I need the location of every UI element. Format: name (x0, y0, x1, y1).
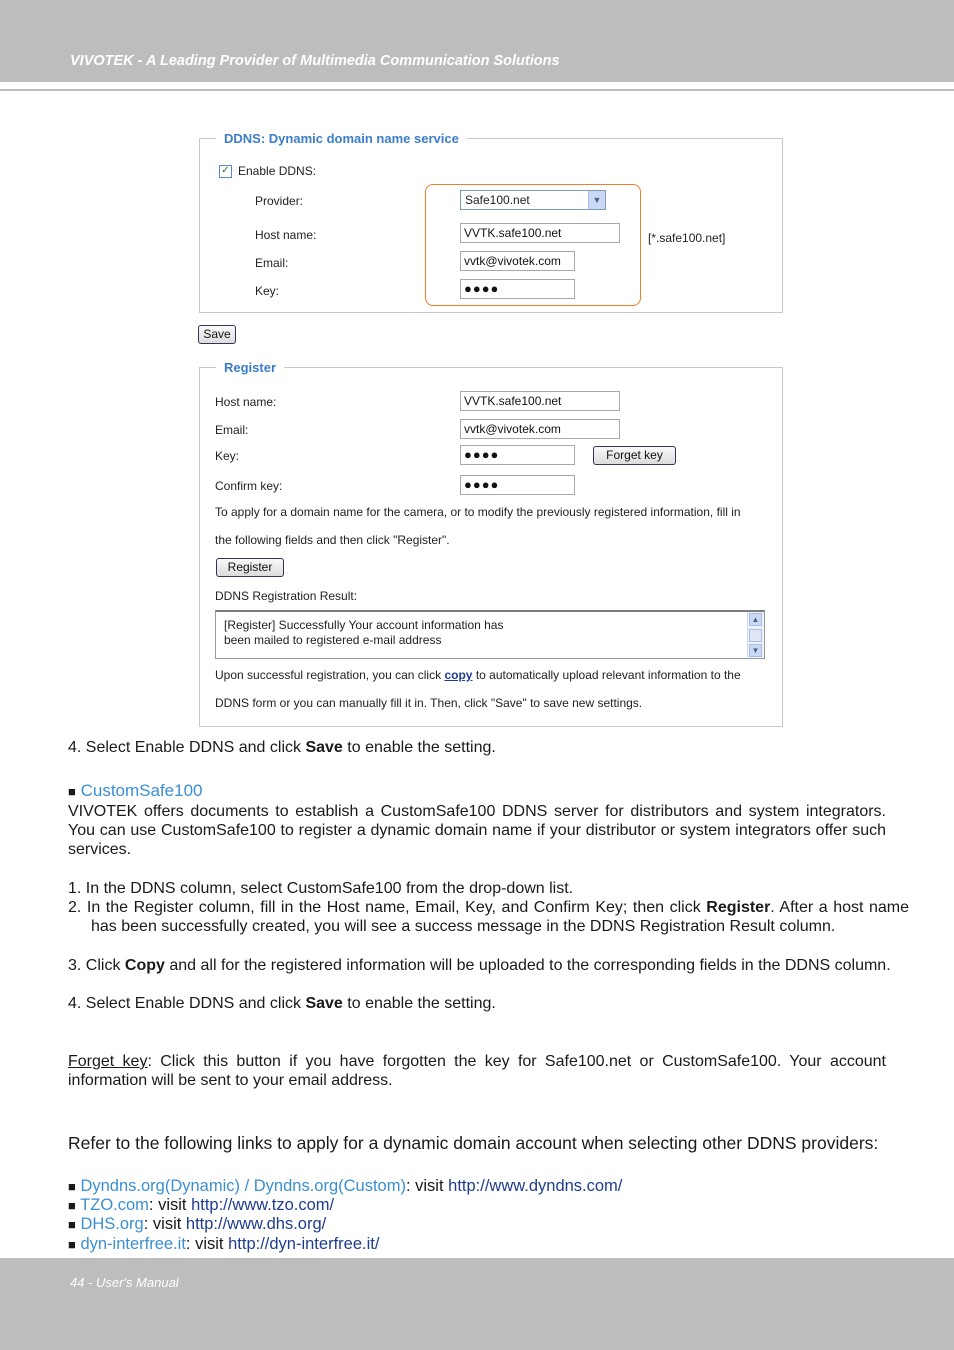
refer-paragraph: Refer to the following links to apply for a dynamic domain account when selecting other DDNS providers: (68, 1133, 879, 1153)
step-text: . After a host name has been successfully created, you will see a success message in the DDNS Registration Result column. (91, 899, 910, 935)
step-text: 2. In the Register column, fill in the Host name, Email, Key, and Confirm Key; then click (68, 899, 707, 916)
bullet-icon: ■ (68, 1237, 76, 1252)
step-text: and all for the registered information will be uploaded to the corresponding fields in the DDNS column. (164, 957, 891, 974)
cs-step1: 1. In the DDNS column, select CustomSafe100 from the drop-down list. (68, 880, 574, 897)
visit-text: : visit (148, 1196, 192, 1214)
key-label: Key: (255, 284, 280, 298)
step-text: 4. Select Enable DDNS and click (68, 995, 306, 1012)
reg-key-field[interactable]: ●●●● (460, 445, 575, 465)
result-line1: [Register] Successfully Your account information has (224, 618, 504, 632)
provider-url[interactable]: http://www.tzo.com/ (191, 1196, 335, 1214)
provider-name: Dyndns.org(Dynamic) / Dyndns.org(Custom) (80, 1177, 406, 1195)
result-line2: been mailed to registered e-mail address (224, 633, 442, 647)
ddns-legend: DDNS: Dynamic domain name service (216, 131, 467, 146)
link-item (68, 1177, 886, 1196)
provider-name: DHS.org (80, 1215, 144, 1233)
upon-suffix: to automatically upload relevant information to the (475, 668, 741, 682)
reg-email-label: Email: (215, 423, 249, 437)
enable-ddns-checkbox[interactable]: ✓ (219, 165, 232, 178)
email-label: Email: (255, 256, 289, 270)
result-text (224, 618, 503, 648)
host-name-field[interactable]: VVTK.safe100.net (460, 223, 620, 243)
customsafe-heading (68, 781, 886, 801)
enable-ddns-label: Enable DDNS: (238, 164, 317, 178)
header-divider (0, 89, 954, 91)
page-number: 44 - User's Manual (70, 1275, 179, 1290)
upon-line1 (215, 668, 741, 682)
footer-band (0, 1258, 954, 1350)
cs-step2 (68, 898, 909, 936)
step-text: to enable the setting. (342, 739, 496, 756)
link-item (68, 1235, 886, 1254)
reg-key-label: Key: (215, 449, 240, 463)
step-bold: Save (305, 995, 343, 1012)
step-text: 4. Select Enable DDNS and click (68, 739, 306, 756)
forget-text: : Click this button if you have forgotten the key for Safe100.net or CustomSafe100. Your account information will be sent to your email address. (68, 1053, 886, 1089)
reg-email-field[interactable]: vvtk@vivotek.com (460, 419, 620, 439)
save-button[interactable]: Save (198, 325, 236, 344)
forget-term: Forget key (68, 1053, 148, 1070)
customsafe-title: CustomSafe100 (80, 781, 203, 800)
step-text: to enable the setting. (342, 995, 496, 1012)
header-title: VIVOTEK - A Leading Provider of Multimedia Communication Solutions (70, 53, 560, 69)
forget-key-paragraph (68, 1052, 886, 1090)
provider-value: Safe100.net (465, 193, 530, 207)
forget-key-button[interactable]: Forget key (593, 446, 676, 465)
result-label: DDNS Registration Result: (215, 589, 358, 603)
chevron-down-icon[interactable]: ▼ (749, 644, 762, 657)
visit-text: : visit (185, 1235, 229, 1253)
provider-name: dyn-interfree.it (80, 1235, 186, 1253)
confirm-key-label: Confirm key: (215, 479, 283, 493)
host-name-label: Host name: (255, 228, 317, 242)
step4-first (68, 738, 886, 757)
provider-select[interactable] (460, 190, 606, 210)
copy-link[interactable]: copy (444, 668, 473, 682)
chevron-down-icon[interactable]: ▼ (588, 191, 605, 209)
provider-url[interactable]: http://www.dhs.org/ (185, 1215, 327, 1233)
register-info-line1: To apply for a domain name for the camera, or to modify the previously registered information, fill in (215, 505, 741, 519)
bullet-icon: ■ (68, 1198, 76, 1213)
reg-host-field[interactable]: VVTK.safe100.net (460, 391, 620, 411)
provider-url[interactable]: http://dyn-interfree.it/ (228, 1235, 380, 1253)
visit-text: : visit (405, 1177, 449, 1195)
register-legend: Register (216, 360, 284, 375)
email-field[interactable]: vvtk@vivotek.com (460, 251, 575, 271)
chevron-up-icon[interactable]: ▲ (749, 613, 762, 626)
bullet-icon: ■ (68, 1217, 76, 1232)
result-scrollbar[interactable] (747, 612, 764, 658)
link-item (68, 1196, 886, 1215)
step-text: 3. Click (68, 957, 125, 974)
cs-step3 (68, 956, 909, 975)
cs-step4 (68, 994, 886, 1013)
key-field[interactable]: ●●●● (460, 279, 575, 299)
visit-text: : visit (143, 1215, 186, 1233)
customsafe-paragraph: VIVOTEK offers documents to establish a CustomSafe100 DDNS server for distributors and system integrators. You can use CustomSafe100 to register a dynamic domain name if your distributor or system integrators offer such services. (68, 803, 886, 858)
provider-label: Provider: (255, 194, 304, 208)
header-band (0, 0, 954, 82)
scroll-thumb[interactable] (749, 629, 762, 642)
host-suffix: [*.safe100.net] (648, 231, 726, 245)
reg-host-label: Host name: (215, 395, 277, 409)
confirm-key-field[interactable]: ●●●● (460, 475, 575, 495)
register-button[interactable]: Register (216, 558, 284, 577)
step-bold: Copy (124, 957, 165, 974)
result-textarea[interactable] (215, 610, 765, 659)
provider-url[interactable]: http://www.dyndns.com/ (448, 1177, 623, 1195)
link-item (68, 1215, 886, 1234)
bullet-icon: ■ (68, 784, 76, 799)
step-bold: Register (706, 899, 771, 916)
provider-name: TZO.com (80, 1196, 149, 1214)
step-bold: Save (305, 739, 343, 756)
register-info-line2: the following fields and then click "Register". (215, 533, 450, 547)
upon-prefix: Upon successful registration, you can click (215, 668, 442, 682)
upon-line2: DDNS form or you can manually fill it in. Then, click "Save" to save new settings. (215, 696, 643, 710)
bullet-icon: ■ (68, 1179, 76, 1194)
